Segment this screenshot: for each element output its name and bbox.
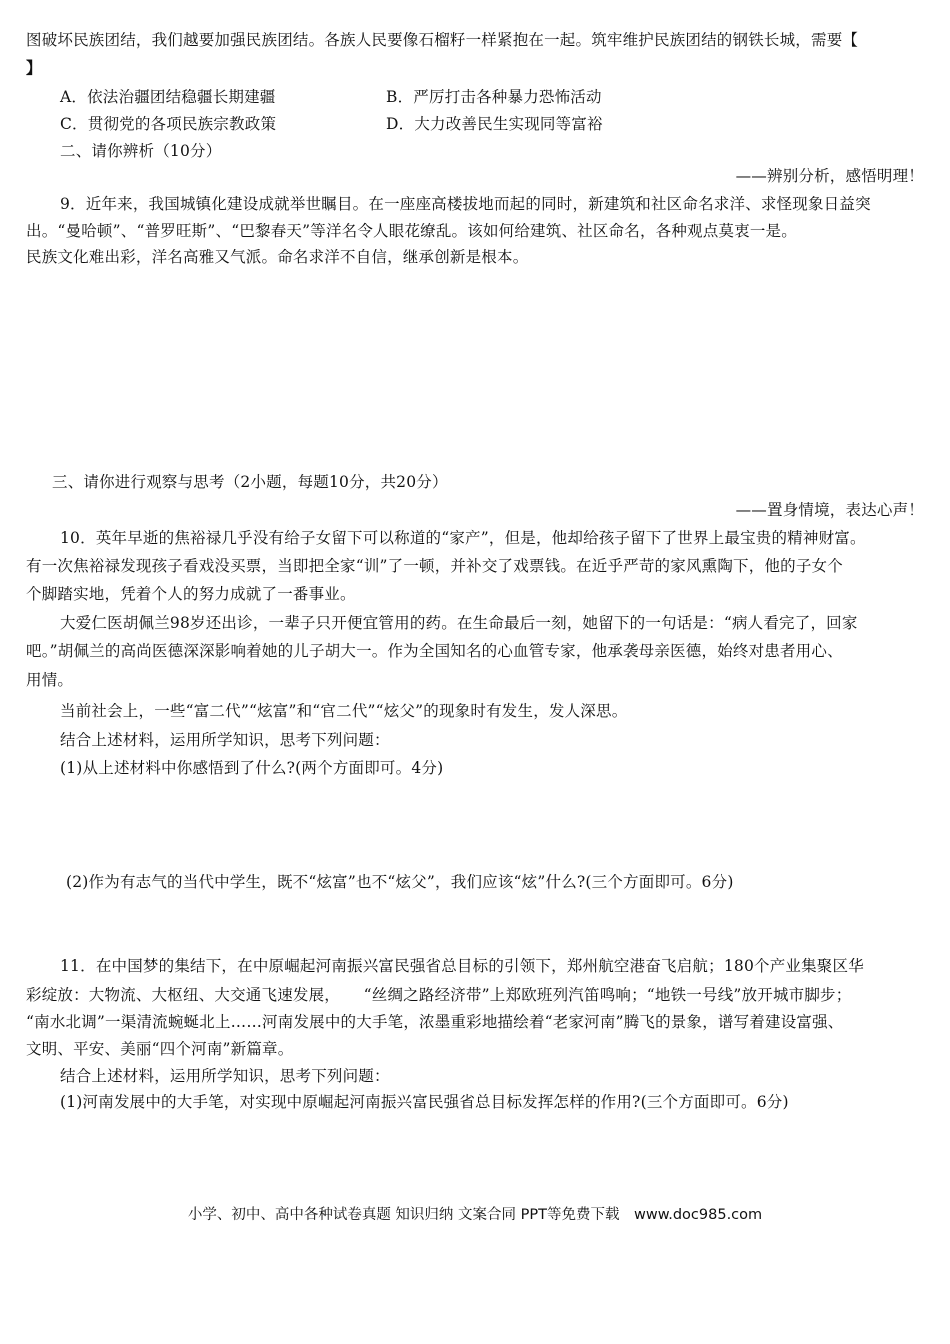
q10-subquestion-2: (2)作为有志气的当代中学生，既不“炫富”也不“炫父”，我们应该“炫”什么?(三个方面即可。6分)	[66, 873, 734, 891]
q11-line-1: 11．在中国梦的集结下，在中原崛起河南振兴富民强省总目标的引领下，郑州航空港奋飞启航；180个产业集聚区华	[60, 957, 864, 975]
q10-p2-line-1: 大爱仁医胡佩兰98岁还出诊，一辈子只开便宜管用的药。在生命最后一刻，她留下的一句话是：“病人看完了，回家	[60, 614, 858, 632]
q11-line-4: 文明、平安、美丽“四个河南”新篇章。	[26, 1040, 294, 1058]
q8-option-c: C．贯彻党的各项民族宗教政策	[60, 115, 277, 133]
q11-line-2: 彩绽放：大物流、大枢纽、大交通飞速发展， “丝绸之路经济带”上郑欧班列汽笛鸣响；“地铁一号线”放开城市脚步；	[26, 986, 852, 1004]
q10-p2-line-3: 用情。	[26, 671, 74, 689]
section3-motto: ——置身情境，表达心声！	[735, 501, 924, 519]
q8-answer-bracket: 】	[26, 58, 42, 77]
q10-p3: 当前社会上，一些“富二代”“炫富”和“官二代”“炫父”的现象时有发生，发人深思。	[60, 702, 628, 720]
section3-heading: 三、请你进行观察与思考（2小题，每题10分，共20分）	[52, 473, 448, 491]
q10-p1-line-2: 有一次焦裕禄发现孩子看戏没买票，当即把全家“训”了一顿，并补交了戏票钱。在近乎严苛的家风熏陶下，他的子女个	[26, 557, 843, 575]
q11-subquestion-1: (1)河南发展中的大手笔，对实现中原崛起河南振兴富民强省总目标发挥怎样的作用?(三个方面即可。6分)	[60, 1093, 789, 1111]
q11-line-3: “南水北调”一渠清流蜿蜒北上……河南发展中的大手笔，浓墨重彩地描绘着“老家河南”腾飞的景象，谱写着建设富强、	[26, 1013, 844, 1031]
q10-p2-line-2: 吧。”胡佩兰的高尚医德深深影响着她的儿子胡大一。作为全国知名的心血管专家，他承袭母亲医德，始终对患者用心、	[26, 642, 843, 660]
q9-line-1: 9．近年来，我国城镇化建设成就举世瞩目。在一座座高楼拔地而起的同时，新建筑和社区命名求洋、求怪现象日益突	[60, 195, 871, 213]
page-footer: 小学、初中、高中各种试卷真题 知识归纳 文案合同 PPT等免费下载 www.doc985.com	[187, 1207, 763, 1223]
q8-option-a: A．依法治疆团结稳疆长期建疆	[60, 88, 276, 106]
q9-line-3: 民族文化难出彩，洋名高雅又气派。命名求洋不自信，继承创新是根本。	[26, 248, 529, 266]
q8-stem-line: 图破坏民族团结，我们越要加强民族团结。各族人民要像石榴籽一样紧抱在一起。筑牢维护民族团结的钢铁长城，需要【	[26, 31, 859, 49]
section2-motto: ——辨别分析，感悟明理！	[735, 167, 924, 185]
q11-instruction: 结合上述材料，运用所学知识，思考下列问题：	[60, 1067, 390, 1085]
q8-option-b: B．严厉打击各种暴力恐怖活动	[386, 88, 602, 106]
section2-heading: 二、请你辨析（10分）	[60, 142, 222, 160]
q10-p1-line-3: 个脚踏实地，凭着个人的努力成就了一番事业。	[26, 585, 356, 603]
q9-line-2: 出。“曼哈顿”、“普罗旺斯”、“巴黎春天”等洋名令人眼花缭乱。该如何给建筑、社区命名，各种观点莫衷一是。	[26, 222, 797, 240]
q10-subquestion-1: (1)从上述材料中你感悟到了什么?(两个方面即可。4分)	[60, 759, 444, 777]
q8-option-d: D．大力改善民生实现同等富裕	[386, 115, 603, 133]
q10-instruction: 结合上述材料，运用所学知识，思考下列问题：	[60, 731, 390, 749]
q10-p1-line-1: 10．英年早逝的焦裕禄几乎没有给子女留下可以称道的“家产”，但是，他却给孩子留下了世界上最宝贵的精神财富。	[60, 529, 866, 547]
